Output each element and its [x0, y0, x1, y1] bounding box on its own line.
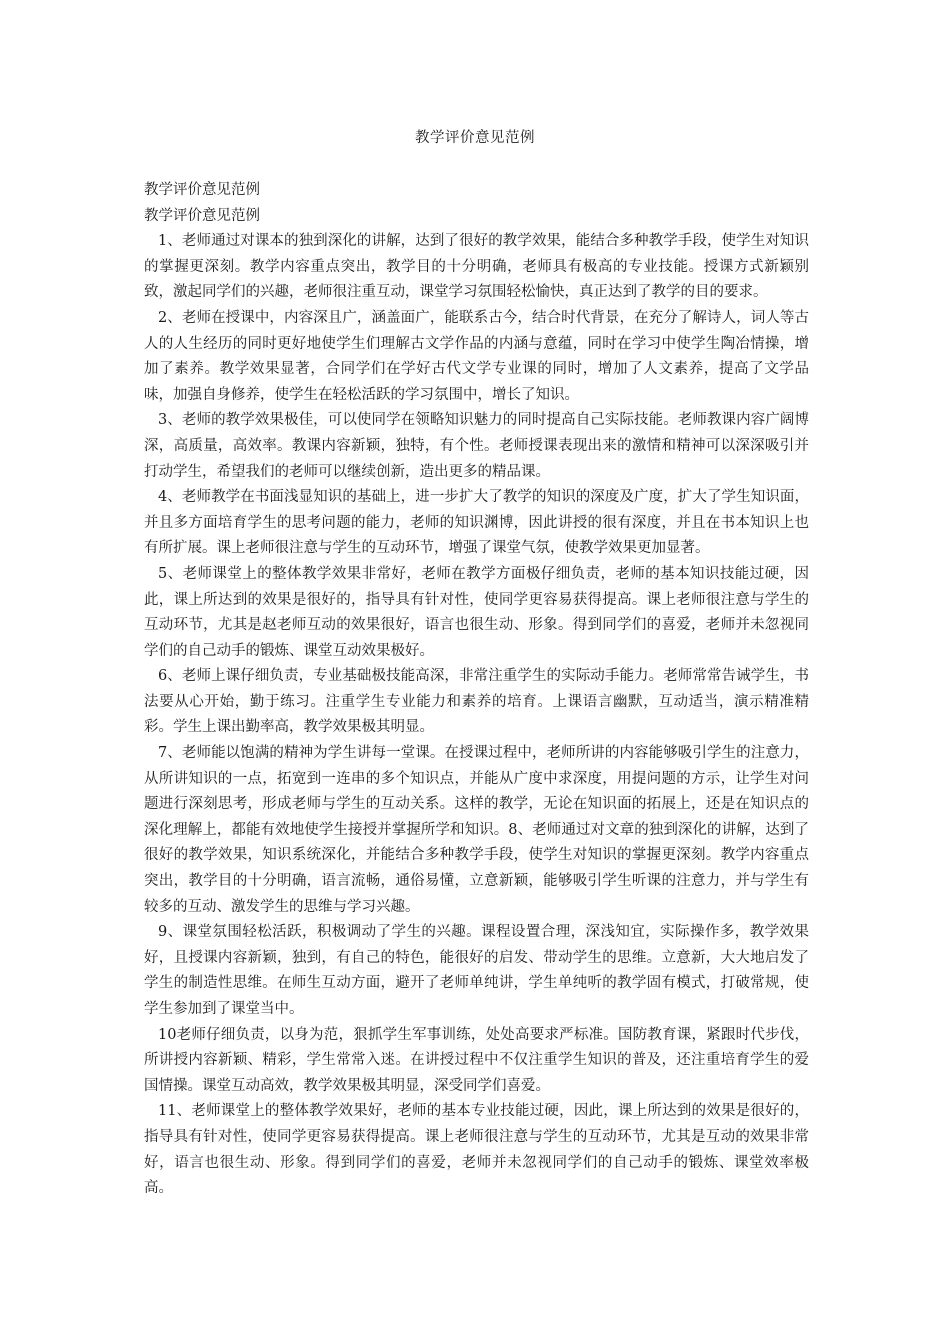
document-body [144, 178, 809, 1202]
paragraph-7: 7、老师能以饱满的精神为学生讲每一堂课。在授课过程中，老师所讲的内容能够吸引学生的注意力，从所讲知识的一点，拓宽到一连串的多个知识点，并能从广度中求深度，用提问题的方示，让学生对问题进行深刻思考，形成老师与学生的互动关系。这样的教学，无论在知识面的拓展上，还是在知识点的深化理解上，都能有效地使学生接授并掌握所学和知识。8、老师通过对文章的独到深化的讲解，达到了很好的教学效果，知识系统深化，并能结合多种教学手段，使学生对知识的掌握更深刻。教学内容重点突出，教学目的十分明确，语言流畅，通俗易懂，立意新颖，能够吸引学生听课的注意力，并与学生有较多的互动、激发学生的思维与学习兴趣。 [144, 745, 809, 915]
paragraph-9: 9、课堂氛围轻松活跃，积极调动了学生的兴趣。课程设置合理，深浅知宜，实际操作多，教学效果好，且授课内容新颖，独到，有自己的特色，能很好的启发、带动学生的思维。立意新，大大地启发了学生的制造性思维。在师生互动方面，避开了老师单纯讲，学生单纯听的教学固有模式，打破常规，使学生参加到了课堂当中。 [144, 924, 809, 1017]
paragraph-3: 3、老师的教学效果极佳，可以使同学在领略知识魅力的同时提高自己实际技能。老师教课内容广阔博深，高质量，高效率。教课内容新颖，独特，有个性。老师授课表现出来的激情和精神可以深深吸引并打动学生，希望我们的老师可以继续创新，造出更多的精品课。 [144, 412, 809, 480]
paragraph-11: 11、老师课堂上的整体教学效果好，老师的基本专业技能过硬，因此，课上所达到的效果是很好的，指导具有针对性，使同学更容易获得提高。课上老师很注意与学生的互动环节，尤其是互动的效果非常好，语言也很生动、形象。得到同学们的喜爱，老师并未忽视同学们的自己动手的锻炼、课堂效率极高。 [144, 1103, 809, 1197]
document-subtitle: 教学评价意见范例 [144, 207, 260, 224]
document-title: 教学评价意见范例 [415, 130, 535, 146]
paragraph-4: 4、老师教学在书面浅显知识的基础上，进一步扩大了教学的知识的深度及广度，扩大了学生知识面，并且多方面培育学生的思考问题的能力，老师的知识渊博，因此讲授的很有深度，并且在书本知识上也有所扩展。课上老师很注意与学生的互动环节，增强了课堂气氛，使教学效果更加显著。 [144, 489, 809, 557]
paragraph-2: 2、老师在授课中，内容深且广，涵盖面广，能联系古今，结合时代背景，在充分了解诗人，词人等古人的人生经历的同时更好地使学生们理解古文学作品的内涵与意蕴，同时在学习中使学生陶冶情操，增加了素养。教学效果显著，合同学们在学好古代文学专业课的同时，增加了人文素养，提高了文学品味，加强自身修养，使学生在轻松活跃的学习氛围中，增长了知识。 [144, 309, 809, 403]
paragraph-10: 10老师仔细负责，以身为范，狠抓学生军事训练，处处高要求严标准。国防教育课，紧跟时代步伐，所讲授内容新颖、精彩，学生常常入迷。在讲授过程中不仅注重学生知识的普及，还注重培育学生的爱国情操。课堂互动高效，教学效果极其明显，深受同学们喜爱。 [144, 1026, 809, 1094]
paragraph-5: 5、老师课堂上的整体教学效果非常好，老师在教学方面极仔细负责，老师的基本知识技能过硬，因此，课上所达到的效果是很好的，指导具有针对性，使同学更容易获得提高。课上老师很注意与学生的互动环节，尤其是赵老师互动的效果很好，语言也很生动、形象。得到同学们的喜爱，老师并未忽视同学们的自己动手的锻炼、课堂互动效果极好。 [144, 565, 809, 659]
document-subtitle: 教学评价意见范例 [144, 182, 260, 198]
paragraph-6: 6、老师上课仔细负责，专业基础极技能高深，非常注重学生的实际动手能力。老师常常告诫学生，书法要从心开始，勤于练习。注重学生专业能力和素养的培育。上课语言幽默，互动适当，演示精准精彩。学生上课出勤率高，教学效果极其明显。 [144, 668, 809, 736]
paragraph-1: 1、老师通过对课本的独到深化的讲解，达到了很好的教学效果，能结合多种教学手段，使学生对知识的掌握更深刻。教学内容重点突出，教学目的十分明确，老师具有极高的专业技能。授课方式新颖别致，激起同学们的兴趣，老师很注重互动，课堂学习氛围轻松愉快，真正达到了教学的目的要求。 [144, 233, 809, 301]
